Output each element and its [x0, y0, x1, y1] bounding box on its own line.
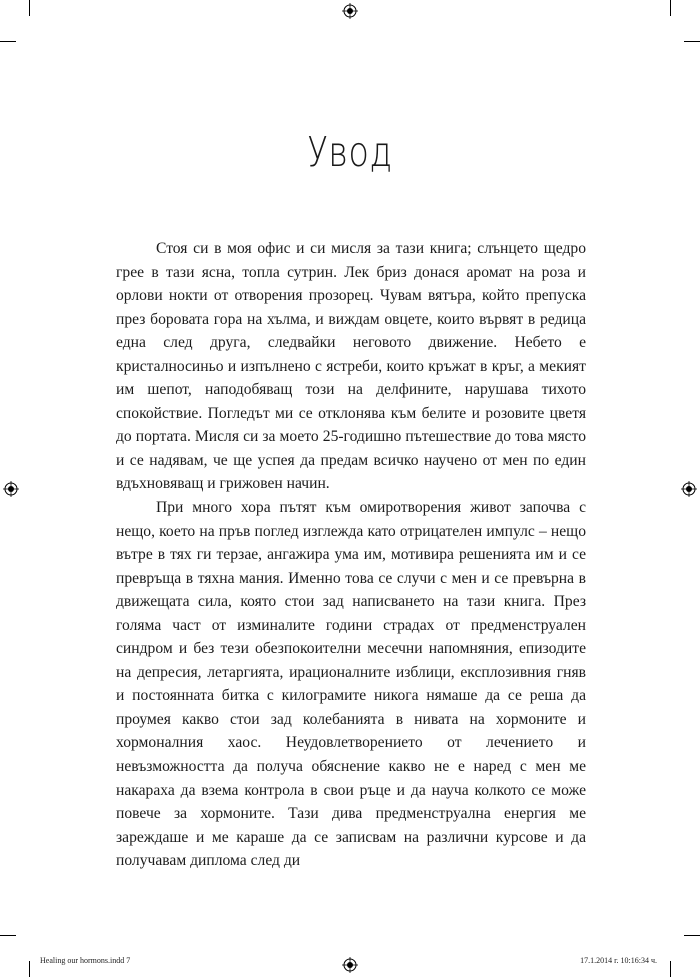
- crop-mark-top-left-v: [29, 0, 30, 16]
- registration-mark-left-icon: [3, 481, 19, 497]
- crop-mark-top-right-h: [684, 41, 700, 42]
- registration-mark-top-icon: [342, 3, 358, 19]
- body-text: [116, 237, 586, 873]
- crop-mark-top-left-h: [0, 41, 16, 42]
- crop-mark-bottom-right-v: [670, 961, 671, 977]
- chapter-title: Увод: [307, 128, 393, 176]
- registration-mark-bottom-icon: [342, 957, 358, 973]
- crop-mark-top-right-v: [670, 0, 671, 16]
- crop-mark-bottom-left-v: [29, 961, 30, 977]
- footer-file-info: Healing our hormons.indd 7: [40, 956, 131, 965]
- paragraph-1: Стоя си в моя офис и си мисля за тази книга; слънцето щедро грее в тази ясна, топла сутрин. Лек бриз донася аромат на роза и орлови нокти от отворения прозорец. Чувам вятъра, който препуска през боровата гора на хълма, и виждам овцете, които вървят в редица една след друга, следвайки неговото движение. Небето е кристалносиньо и изпълнено с ястреби, които кръжат в кръг, а мекият им шепот, наподобяващ този на делфините, нарушава тихото спокойствие. Погледът ми се отклонява към белите и розовите цветя до портата. Мисля си за моето 25-годишно пътешествие до това място и се надявам, че ще успея да предам всичко научено от мен по един вдъхновяващ и грижовен начин.: [116, 240, 586, 493]
- crop-mark-bottom-right-h: [684, 935, 700, 936]
- crop-mark-bottom-left-h: [0, 935, 16, 936]
- paragraph-2: При много хора пътят към омиротворения живот започва с нещо, което на пръв поглед изглежда като отрицателен импулс – нещо вътре в тях ги терзае, ангажира ума им, мотивира решенията им и се превръща в тяхна мания. Именно това се случи с мен и се превърна в движещата сила, която стои зад написването на тази книга. През голяма част от изминалите години страдах от предменструален синдром и без тези обезпокоителни месечни напомняния, епизодите на депресия, летаргията, ирационалните изблици, експлозивния гняв и постоянната битка с килограмите никога нямаше да се реша да проумея какво стои зад колебанията в нивата на хормоните и хормоналния хаос. Неудовлетворението от лечението и невъзможността да получа обяснение какво не е наред с мен ме накараха да взема контрола в свои ръце и да науча колкото се може повече за хормоните. Тази дива предменструална енергия ме зареждаше и ме караше да се записвам на различни курсове и да получавам диплома след ди: [116, 499, 586, 870]
- registration-mark-right-icon: [681, 481, 697, 497]
- footer-timestamp: 17.1.2014 г. 10:16:34 ч.: [580, 956, 657, 965]
